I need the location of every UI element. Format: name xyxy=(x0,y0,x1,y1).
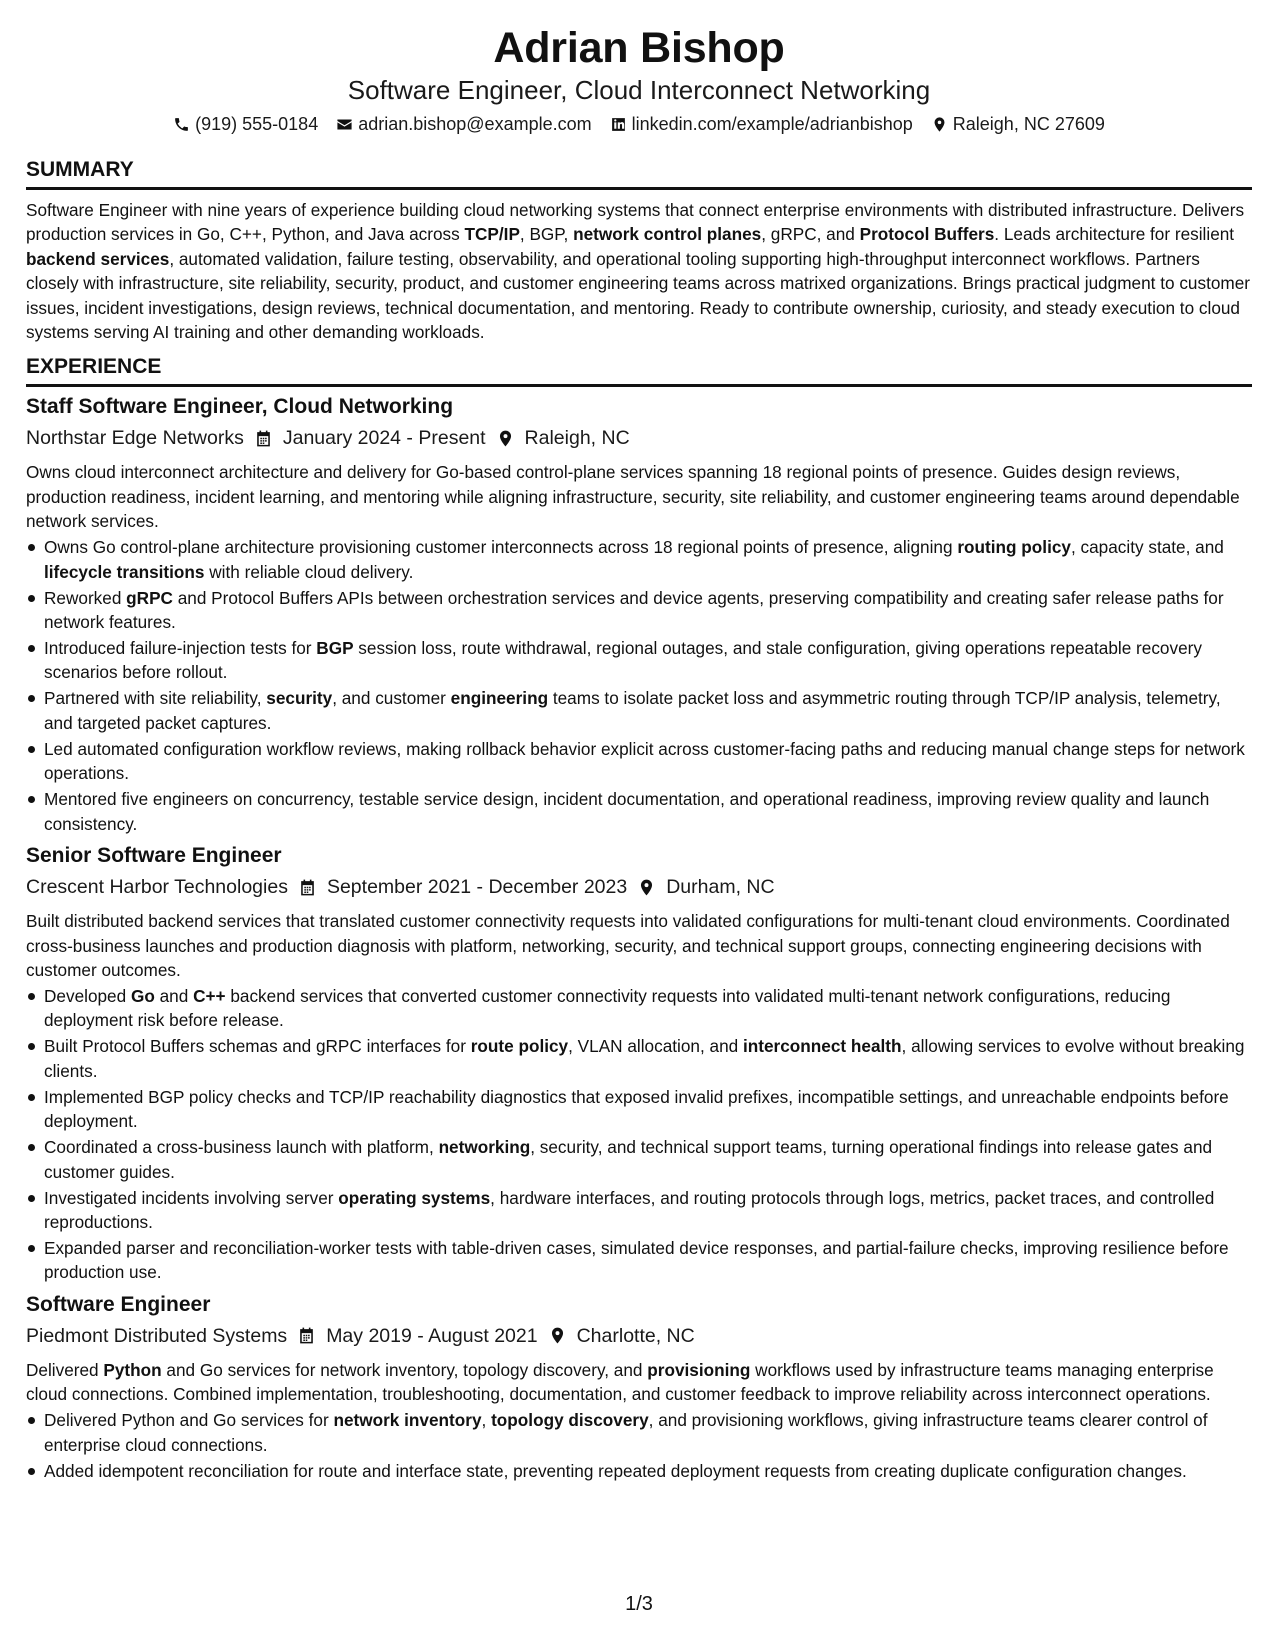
phone-text: (919) 555-0184 xyxy=(195,114,319,134)
bold-keyword: BGP xyxy=(316,638,354,659)
bold-keyword: interconnect health xyxy=(742,1036,902,1057)
job-meta xyxy=(26,424,1252,452)
phone-icon xyxy=(173,116,190,133)
bullet-item: Delivered Python and Go services for network inventory, topology discovery, and provisioning workflows, giving infrastructure teams clearer control of enterprise cloud connections. xyxy=(26,1408,1252,1457)
contact-location xyxy=(931,112,1105,136)
contact-phone xyxy=(173,112,318,136)
bullet-item: Investigated incidents involving server operating systems, hardware interfaces, and routing protocols through logs, metrics, packet traces, and controlled reproductions. xyxy=(26,1186,1252,1235)
linkedin-text[interactable]: linkedin.com/example/adrianbishop xyxy=(631,114,913,134)
job-location-text: Charlotte, NC xyxy=(576,1324,695,1347)
job-entry xyxy=(26,1291,1252,1483)
job-location xyxy=(496,424,630,452)
bold-keyword: engineering xyxy=(450,688,549,709)
job-title: Senior Software Engineer xyxy=(26,844,282,868)
bold-keyword: gRPC xyxy=(126,587,173,608)
bold-keyword: C++ xyxy=(193,985,226,1006)
calendar-icon xyxy=(254,429,273,448)
calendar-icon xyxy=(297,1326,316,1345)
contact-email[interactable] xyxy=(336,112,591,136)
job-title: Software Engineer xyxy=(26,1292,211,1316)
bold-keyword: lifecycle transitions xyxy=(44,561,205,582)
bullet-item: Implemented BGP policy checks and TCP/IP reachability diagnostics that exposed invalid prefixes, incompatible settings, and unreachable endpoints before deployment. xyxy=(26,1085,1252,1134)
location-text: Raleigh, NC 27609 xyxy=(952,114,1105,134)
job-location-text: Durham, NC xyxy=(666,876,775,899)
bullet-item: Reworked gRPC and Protocol Buffers APIs between orchestration services and device agents, preserving compatibility and creating safer release paths for network features. xyxy=(26,586,1252,635)
bullet-item: Coordinated a cross-business launch with platform, networking, security, and technical support teams, turning operational findings into release gates and customer guides. xyxy=(26,1135,1252,1184)
job-entry xyxy=(26,393,1252,836)
resume-header xyxy=(26,22,1252,136)
map-pin-icon xyxy=(637,878,656,897)
map-pin-icon xyxy=(931,116,948,133)
job-description: Built distributed backend services that translated customer connectivity requests into validated configurations for multi-tenant cloud environments. Coordinated cross-business launches and production diagnosis with platform, networking, security, and technical support groups, connecting engineering decisions with customer outcomes. xyxy=(26,911,1230,980)
bullet-item: Owns Go control-plane architecture provisioning customer interconnects across 18 regional points of presence, aligning routing policy, capacity state, and lifecycle transitions with reliable cloud delivery. xyxy=(26,535,1252,584)
map-pin-icon xyxy=(496,429,515,448)
bullet-item: Led automated configuration workflow reviews, making rollback behavior explicit across customer-facing paths and reducing manual change steps for network operations. xyxy=(26,737,1252,786)
job-company: Northstar Edge Networks xyxy=(26,427,244,450)
contact-linkedin[interactable] xyxy=(610,112,913,136)
bold-keyword: backend services xyxy=(26,248,170,269)
bullet-item: Introduced failure-injection tests for BGP session loss, route withdrawal, regional outages, and stale configuration, giving operations repeatable recovery scenarios before rollout. xyxy=(26,636,1252,685)
map-pin-icon xyxy=(548,1326,567,1345)
bold-keyword: Protocol Buffers xyxy=(859,224,995,245)
job-bullets xyxy=(26,1408,1252,1483)
job-meta xyxy=(26,1322,1252,1350)
job-dates xyxy=(298,873,627,901)
bold-keyword: provisioning xyxy=(647,1359,751,1380)
bold-keyword: networking xyxy=(438,1137,531,1158)
bold-keyword: routing policy xyxy=(957,537,1071,558)
experience-list xyxy=(26,393,1252,1483)
contact-bar xyxy=(26,112,1252,136)
job-bullets xyxy=(26,535,1252,836)
job-dates xyxy=(254,424,486,452)
bold-keyword: topology discovery xyxy=(491,1410,649,1431)
bullet-item: Partnered with site reliability, security, and customer engineering teams to isolate packet loss and asymmetric routing through TCP/IP analysis, telemetry, and targeted packet captures. xyxy=(26,686,1252,735)
job-entry xyxy=(26,842,1252,1285)
email-text[interactable]: adrian.bishop@example.com xyxy=(358,114,592,134)
job-description: Delivered Python and Go services for network inventory, topology discovery, and provisioning workflows used by infrastructure teams managing enterprise cloud connections. Combined implementation, troubleshooting, documentation, and customer feedback to improve reliability across interconnect operations. xyxy=(26,1359,1214,1405)
bullet-item: Added idempotent reconciliation for route and interface state, preventing repeated deployment requests from creating duplicate configuration changes. xyxy=(26,1459,1252,1483)
linkedin-icon xyxy=(610,116,627,133)
candidate-headline: Software Engineer, Cloud Interconnect Networking xyxy=(347,75,931,105)
job-description: Owns cloud interconnect architecture and delivery for Go-based control-plane services spanning 18 regional points of presence. Guides design reviews, production readiness, incident learning, and mentoring while aligning infrastructure, security, site reliability, and customer engineering teams around dependable network services. xyxy=(26,462,1240,532)
bullet-item: Expanded parser and reconciliation-worker tests with table-driven cases, simulated device responses, and partial-failure checks, improving resilience before production use. xyxy=(26,1236,1252,1285)
envelope-icon xyxy=(336,116,353,133)
job-dates xyxy=(297,1322,537,1350)
job-location xyxy=(548,1322,695,1350)
bold-keyword: Go xyxy=(130,985,155,1006)
bold-keyword: network control planes xyxy=(573,224,762,245)
bold-keyword: security xyxy=(266,688,333,709)
calendar-icon xyxy=(298,878,317,897)
bold-keyword: TCP/IP xyxy=(464,224,520,245)
bold-keyword: Python xyxy=(103,1359,162,1380)
experience-heading: EXPERIENCE xyxy=(26,354,1252,387)
candidate-name: Adrian Bishop xyxy=(493,24,785,72)
summary-heading: SUMMARY xyxy=(26,157,1252,190)
bullet-item: Mentored five engineers on concurrency, testable service design, incident documentation, and operational readiness, improving review quality and launch consistency. xyxy=(26,787,1252,836)
bold-keyword: network inventory xyxy=(333,1410,482,1431)
bullet-item: Developed Go and C++ backend services that converted customer connectivity requests into validated multi-tenant network configurations, reducing deployment risk before release. xyxy=(26,984,1252,1033)
job-bullets xyxy=(26,984,1252,1285)
job-meta xyxy=(26,873,1252,901)
job-dates-text: September 2021 - December 2023 xyxy=(326,876,628,899)
job-location-text: Raleigh, NC xyxy=(524,427,630,450)
bold-keyword: operating systems xyxy=(338,1187,491,1208)
resume-page xyxy=(26,22,1252,1615)
bullet-item: Built Protocol Buffers schemas and gRPC interfaces for route policy, VLAN allocation, and interconnect health, allowing services to evolve without breaking clients. xyxy=(26,1034,1252,1083)
job-title: Staff Software Engineer, Cloud Networking xyxy=(26,395,454,419)
job-location xyxy=(637,873,774,901)
summary-text: Software Engineer with nine years of experience building cloud networking systems that connect enterprise environments with distributed infrastructure. Delivers production services in Go, C++, Python, and Java across TCP/IP, BGP, network control planes, gRPC, and Protocol Buffers. Leads architecture for resilient backend services, automated validation, failure testing, observability, and operational tooling supporting high-throughput interconnect workflows. Partners closely with infrastructure, site reliability, security, product, and customer engineering teams across matrixed organizations. Brings practical judgment to customer issues, incident investigations, design reviews, technical documentation, and mentoring. Ready to contribute ownership, curiosity, and steady execution to cloud systems serving AI training and other demanding workloads. xyxy=(26,200,1251,343)
job-dates-text: January 2024 - Present xyxy=(282,427,486,450)
page-number: 1/3 xyxy=(625,1593,653,1615)
job-company: Piedmont Distributed Systems xyxy=(26,1324,288,1347)
job-company: Crescent Harbor Technologies xyxy=(26,876,288,899)
bold-keyword: route policy xyxy=(470,1036,569,1057)
job-dates-text: May 2019 - August 2021 xyxy=(326,1324,538,1347)
